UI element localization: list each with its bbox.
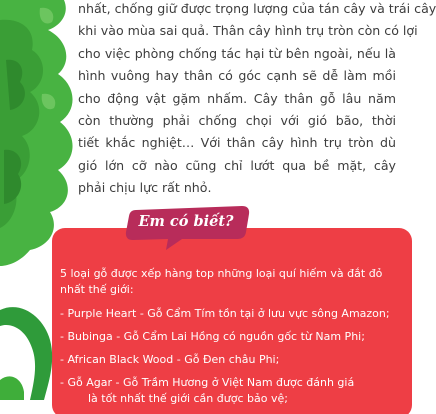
- paragraph-line: cho việc phòng chống tác hại từ bên ngoài, nếu là: [78, 45, 396, 61]
- body-paragraph: [78, 0, 436, 200]
- fact-box-content: [60, 266, 395, 414]
- fact-box-item: [60, 352, 395, 368]
- fact-box-item-line: - African Black Wood - Gỗ Đen châu Phi;: [60, 353, 280, 366]
- paragraph-line: hình vuông hay thân có góc cạnh sẽ dễ làm mồi: [78, 68, 396, 84]
- fact-box-item: [60, 306, 395, 322]
- paragraph-line: phải chịu lực rất nhỏ.: [78, 180, 212, 196]
- paragraph-line: nhất, chống giữ được trọng lượng của tán cây và trái cây: [78, 1, 436, 16]
- fact-box-intro-line: nhất thế giới:: [60, 283, 134, 296]
- fact-box-item-line: là tốt nhất thế giới cần được bảo vệ;: [88, 392, 288, 405]
- paragraph-line: gió lớn cỡ nào cũng chỉ lướt qua bề mặt, cây: [78, 157, 396, 173]
- paragraph-line: cho động vật gặm nhấm. Cây thân gỗ lâu năm: [78, 90, 396, 106]
- fact-box-item-line: - Bubinga - Gỗ Cẩm Lai Hồng có nguồn gốc từ Nam Phi;: [60, 330, 365, 343]
- fact-box-item-line: - Gỗ Agar - Gỗ Trầm Hương ở Việt Nam được đánh giá: [60, 376, 355, 389]
- tree-foliage-illustration: [0, 0, 73, 266]
- fact-box-intro-line: 5 loại gỗ được xếp hàng top những loại quí hiếm và đắt đỏ: [60, 267, 383, 280]
- paragraph-line: tiết khắc nghiệt… Với thân cây hình trụ tròn dù: [78, 135, 396, 151]
- fact-box-item: [60, 375, 395, 407]
- fact-box-item-line: - Purple Heart - Gỗ Cẩm Tím tồn tại ở lưu vực sông Amazon;: [60, 307, 390, 320]
- vine-illustration: [0, 307, 52, 400]
- fact-box-item: [60, 329, 395, 345]
- fact-box-intro: [60, 266, 395, 298]
- paragraph-line: còn thường phải chống chọi với gió bão, thời: [78, 113, 396, 129]
- fact-box-title: Em có biết?: [138, 212, 234, 230]
- paragraph-line: khi vào mùa sai quả. Thân cây hình trụ tròn còn có lợi: [78, 23, 418, 39]
